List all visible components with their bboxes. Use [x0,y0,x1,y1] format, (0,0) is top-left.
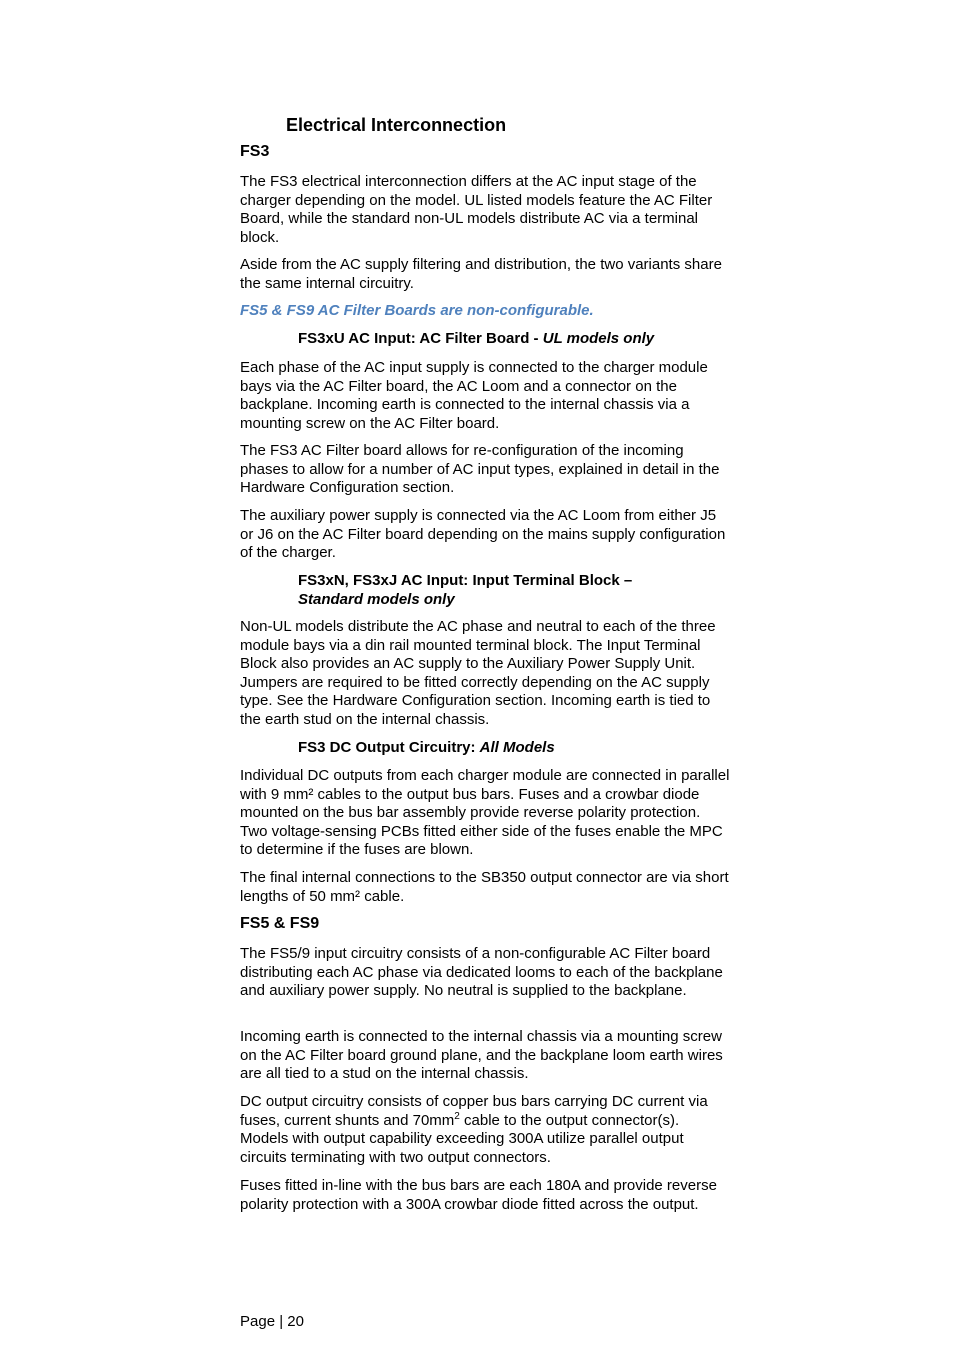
dc-paragraph-2: The final internal connections to the SB350 output connector are via short lengths of 50 mm² cable. [240,869,729,905]
fs3-variants [240,256,730,293]
fs59-section-1 [240,945,730,1001]
dc-section-2 [240,869,730,906]
fs59-paragraph-1: The FS5/9 input circuitry consists of a non-configurable AC Filter board distributing each AC phase via dedicated looms to each of the backplane and auxiliary power supply. No neutral is supplied to the backplane. [240,945,723,999]
dc-paragraph-1: Individual DC outputs from each charger module are connected in parallel with 9 mm² cables to the output bus bars. Fuses and a crowbar diode mounted on the bus bar assembly provide reverse polarity protection. Two voltage-sensing PCBs fitted either side of the fuses enable the MPC to determine if the fuses are blown. [240,767,730,858]
ul-section-3 [240,507,730,563]
fs3-paragraph-1: The FS3 electrical interconnection differs at the AC input stage of the charger depending on the model. UL listed models feature the AC Filter Board, while the standard non-UL models distribute AC via a terminal block. [240,173,713,246]
ul-paragraph-1: Each phase of the AC input supply is connected to the charger module bays via the AC Filter board, the AC Loom and a connector on the backplane. Incoming earth is connected to the internal chassis via a mounting screw on the AC Filter board. [240,359,708,432]
fs3-heading: FS3 [240,143,270,160]
dc-section [240,767,730,860]
page-footer: Page | 20 [240,1313,304,1330]
fs3-intro [240,173,730,247]
ul-paragraph-3: The auxiliary power supply is connected via the AC Loom from either J5 or J6 on the AC Filter board depending on the mains supply configuration of the charger. [240,507,726,561]
fs59-section-4 [240,1177,730,1214]
ul-paragraph-2: The FS3 AC Filter board allows for re-configuration of the incoming phases to allow for a number of AC input types, explained in detail in the Hardware Configuration section. [240,442,720,496]
fs59-section-3 [240,1093,730,1167]
fs59-paragraph-2: Incoming earth is connected to the internal chassis via a mounting screw on the AC Filter board ground plane, and the backplane loom earth wires are all tied to a stud on the internal chassis. [240,1028,723,1082]
fs59-paragraph-3: DC output circuitry consists of copper bus bars carrying DC current via fuses, current shunts and $70mm^2$ cable to the output connector(s). Models with output capability exceeding 300A utilize parallel output circuits terminating with two output connectors. [240,1093,708,1166]
fs3-paragraph-2: Aside from the AC supply filtering and distribution, the two variants share the same internal circuitry. [240,256,722,292]
std-paragraph-1: Non-UL models distribute the AC phase and neutral to each of the three module bays via a din rail mounted terminal block. The Input Terminal Block also provides an AC supply to the Auxiliary Power Supply Unit. Jumpers are required to be fitted correctly depending on the AC supply type. See the Hardware Configuration section. Incoming earth is tied to the earth stud on the internal chassis. [240,618,716,728]
fs59-paragraph-4: Fuses fitted in-line with the bus bars are each 180A and provide reverse polarity protection with a 300A crowbar diode fitted across the output. [240,1177,717,1213]
ul-section [240,359,730,433]
fs59-section-2 [240,1028,730,1084]
dc-subheading: FS3 DC Output Circuitry: All Models [298,739,555,756]
ul-subheading: FS3xU AC Input: AC Filter Board - UL models only [298,330,655,347]
fs5-fs9-heading: FS5 & FS9 [240,915,320,932]
std-section [240,618,730,729]
std-subheading: FS3xN, FS3xJ AC Input: Input Terminal Block – Standard models only [298,572,633,608]
ul-section-2 [240,442,730,498]
section-title: Electrical Interconnection [286,115,507,135]
filter-board-note: FS5 & FS9 AC Filter Boards are non-configurable. [240,302,594,319]
